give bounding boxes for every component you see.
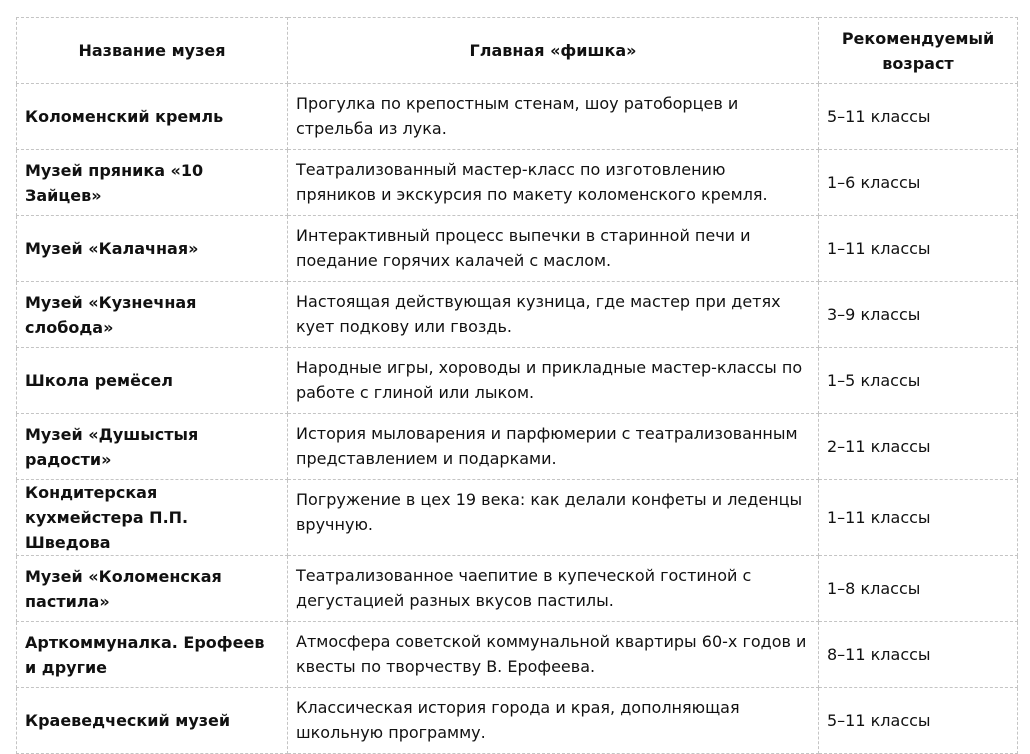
- table-row: [17, 216, 1018, 282]
- museum-age: 1–11 классы: [819, 480, 1018, 556]
- museum-feature: Настоящая действующая кузница, где мастер при детях кует подкову или гвоздь.: [288, 282, 819, 348]
- museum-name: Кондитерская кухмейстера П.П. Шведова: [17, 480, 288, 556]
- table-row: [17, 622, 1018, 688]
- museum-name: Краеведческий музей: [17, 688, 288, 754]
- header-main-feature: Главная «фишка»: [288, 18, 819, 84]
- museum-age: 5–11 классы: [819, 688, 1018, 754]
- table-header-row: [17, 18, 1018, 84]
- museum-age: 2–11 классы: [819, 414, 1018, 480]
- museum-feature: Прогулка по крепостным стенам, шоу ратоборцев и стрельба из лука.: [288, 84, 819, 150]
- museum-name: Музей пряника «10 Зайцев»: [17, 150, 288, 216]
- museum-feature: Погружение в цех 19 века: как делали конфеты и леденцы вручную.: [288, 480, 819, 556]
- museum-name: Музей «Кузнечная слобода»: [17, 282, 288, 348]
- museum-feature: Народные игры, хороводы и прикладные мастер-классы по работе с глиной или лыком.: [288, 348, 819, 414]
- museum-table: [16, 17, 1018, 754]
- table-row: [17, 480, 1018, 556]
- museum-feature: Театрализованное чаепитие в купеческой гостиной с дегустацией разных вкусов пастилы.: [288, 556, 819, 622]
- museum-feature: История мыловарения и парфюмерии с театрализованным представлением и подарками.: [288, 414, 819, 480]
- table-row: [17, 150, 1018, 216]
- museum-age: 1–6 классы: [819, 150, 1018, 216]
- museum-age: 1–8 классы: [819, 556, 1018, 622]
- museum-feature: Классическая история города и края, дополняющая школьную программу.: [288, 688, 819, 754]
- museum-feature: Интерактивный процесс выпечки в старинной печи и поедание горячих калачей с маслом.: [288, 216, 819, 282]
- museum-name: Школа ремёсел: [17, 348, 288, 414]
- museum-feature: Атмосфера советской коммунальной квартиры 60-х годов и квесты по творчеству В. Ерофеева.: [288, 622, 819, 688]
- table-row: [17, 414, 1018, 480]
- table-row: [17, 348, 1018, 414]
- museum-name: Музей «Калачная»: [17, 216, 288, 282]
- table-row: [17, 84, 1018, 150]
- museum-name: Коломенский кремль: [17, 84, 288, 150]
- museum-name: Музей «Коломенская пастила»: [17, 556, 288, 622]
- table-row: [17, 688, 1018, 754]
- header-museum-name: Название музея: [17, 18, 288, 84]
- header-recommended-age: Рекомендуемый возраст: [819, 18, 1018, 84]
- museum-age: 8–11 классы: [819, 622, 1018, 688]
- museum-age: 3–9 классы: [819, 282, 1018, 348]
- table-row: [17, 282, 1018, 348]
- museum-feature: Театрализованный мастер-класс по изготовлению пряников и экскурсия по макету коломенского кремля.: [288, 150, 819, 216]
- museum-age: 5–11 классы: [819, 84, 1018, 150]
- museum-age: 1–5 классы: [819, 348, 1018, 414]
- museum-name: Музей «Душыстыя радости»: [17, 414, 288, 480]
- museum-age: 1–11 классы: [819, 216, 1018, 282]
- table-row: [17, 556, 1018, 622]
- museum-name: Арткоммуналка. Ерофеев и другие: [17, 622, 288, 688]
- museum-table-container: [16, 17, 1018, 754]
